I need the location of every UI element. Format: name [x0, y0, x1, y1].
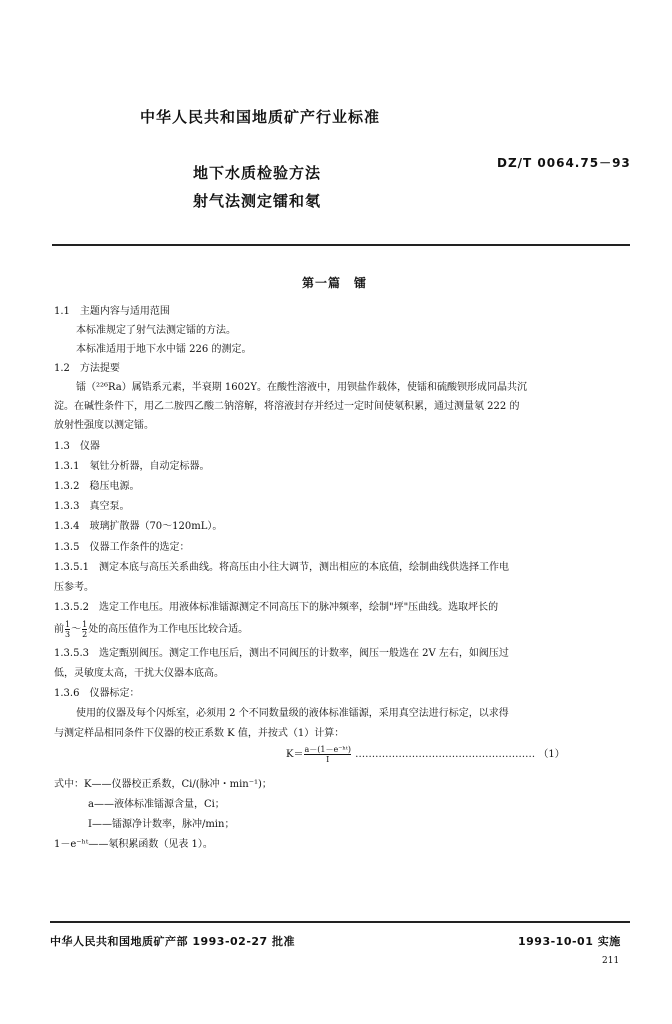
header-rule: [52, 244, 630, 246]
definition-line: I——镭源净计数率，脉冲/min；: [88, 819, 235, 830]
section-heading: 1.2 方法提要: [54, 363, 120, 374]
document-title-line2: 射气法测定镭和氡: [193, 192, 322, 210]
body-line: 1.3.1 氡钍分析器，自动定标器。: [54, 461, 210, 472]
fraction-numerator: 1: [82, 620, 88, 629]
formula-1: [286, 744, 565, 766]
body-line: 低，灵敏度太高，干扰大仪器本底高。: [54, 668, 224, 679]
body-line: 本标准适用于地下水中镭 226 的测定。: [76, 344, 252, 355]
page-number: 211: [602, 956, 620, 966]
document-title-line1: 地下水质检验方法: [193, 164, 322, 182]
body-line: 1.3.3 真空泵。: [54, 501, 130, 512]
fraction-one-third: [65, 620, 70, 639]
section-heading: 1.1 主题内容与适用范围: [54, 306, 170, 317]
body-line: 压参考。: [54, 582, 94, 593]
body-line: 1.3.5.1 测定本底与高压关系曲线。将高压由小往大调节，测出相应的本底值，绘制曲线供选择工作电: [54, 562, 509, 573]
formula-fraction: [304, 745, 351, 764]
formula-leader-dots: ………………………………………………: [355, 749, 536, 760]
formula-lhs: K＝: [286, 749, 304, 760]
approval-date: 中华人民共和国地质矿产部 1993-02-27 批准: [50, 935, 296, 948]
section-heading: 1.3 仪器: [54, 441, 100, 452]
body-line: 镭（²²⁶Ra）属锆系元素，半衰期 1602Y。在酸性溶液中，用钡盐作载体，使镭和硫酸钡形成同晶共沉: [76, 382, 527, 393]
body-line: 1.3.4 玻璃扩散器（70～120mL）。: [54, 521, 223, 532]
formula-denominator: I: [326, 755, 330, 764]
fraction-denominator: 3: [65, 630, 71, 639]
body-line: 与测定样品相同条件下仪器的校正系数 K 值，并按式（1）计算：: [54, 728, 345, 739]
definition-line: a——液体标准镭源含量，Ci；: [88, 799, 225, 810]
fraction-prefix: 前: [54, 624, 64, 635]
section-heading: 1.3.6 仪器标定：: [54, 688, 140, 699]
body-line: 1.3.5.2 选定工作电压。用液体标准镭源测定不同高压下的脉冲频率，绘制"坪"压曲线。选取坪长的: [54, 602, 499, 613]
issuing-organization: 中华人民共和国地质矿产行业标准: [140, 108, 381, 126]
fraction-one-half: [82, 620, 87, 639]
implementation-date: 1993-10-01 实施: [518, 935, 621, 948]
definition-line: 1－e⁻ʰᵗ——氡积累函数（见表 1）。: [54, 839, 213, 850]
body-line: 1.3.2 稳压电源。: [54, 481, 140, 492]
fraction-line: [54, 619, 248, 641]
part-title: 第一篇 镭: [302, 276, 368, 290]
footer-rule: [50, 921, 630, 923]
body-line: 本标准规定了射气法测定镭的方法。: [76, 325, 236, 336]
formula-number: （1）: [538, 749, 565, 760]
fraction-numerator: 1: [65, 620, 71, 629]
standard-code: DZ/T 0064.75－93: [497, 156, 631, 170]
body-line: 使用的仪器及每个闪烁室，必须用 2 个不同数量级的液体标准镭源，采用真空法进行标定，以求得: [76, 708, 509, 719]
body-line: 1.3.5.3 选定甄别阀压。测定工作电压后，测出不同阀压的计数率，阀压一般选在 2V 左右，如阀压过: [54, 648, 509, 659]
fraction-denominator: 2: [82, 630, 88, 639]
fraction-line-text: 处的高压值作为工作电压比较合适。: [88, 624, 249, 635]
formula-numerator: a－(1－e⁻ʰᵗ): [304, 745, 351, 754]
fraction-tilde: ～: [71, 624, 82, 635]
body-line: 1.3.5 仪器工作条件的选定：: [54, 542, 190, 553]
definition-line: 式中：K——仪器校正系数，Ci/(脉冲・min⁻¹)；: [54, 779, 272, 790]
body-line: 放射性强度以测定镭。: [54, 420, 154, 431]
body-line: 淀。在碱性条件下，用乙二胺四乙酸二钠溶解，将溶液封存并经过一定时间使氡积累，通过测量氡 222 的: [54, 401, 520, 412]
